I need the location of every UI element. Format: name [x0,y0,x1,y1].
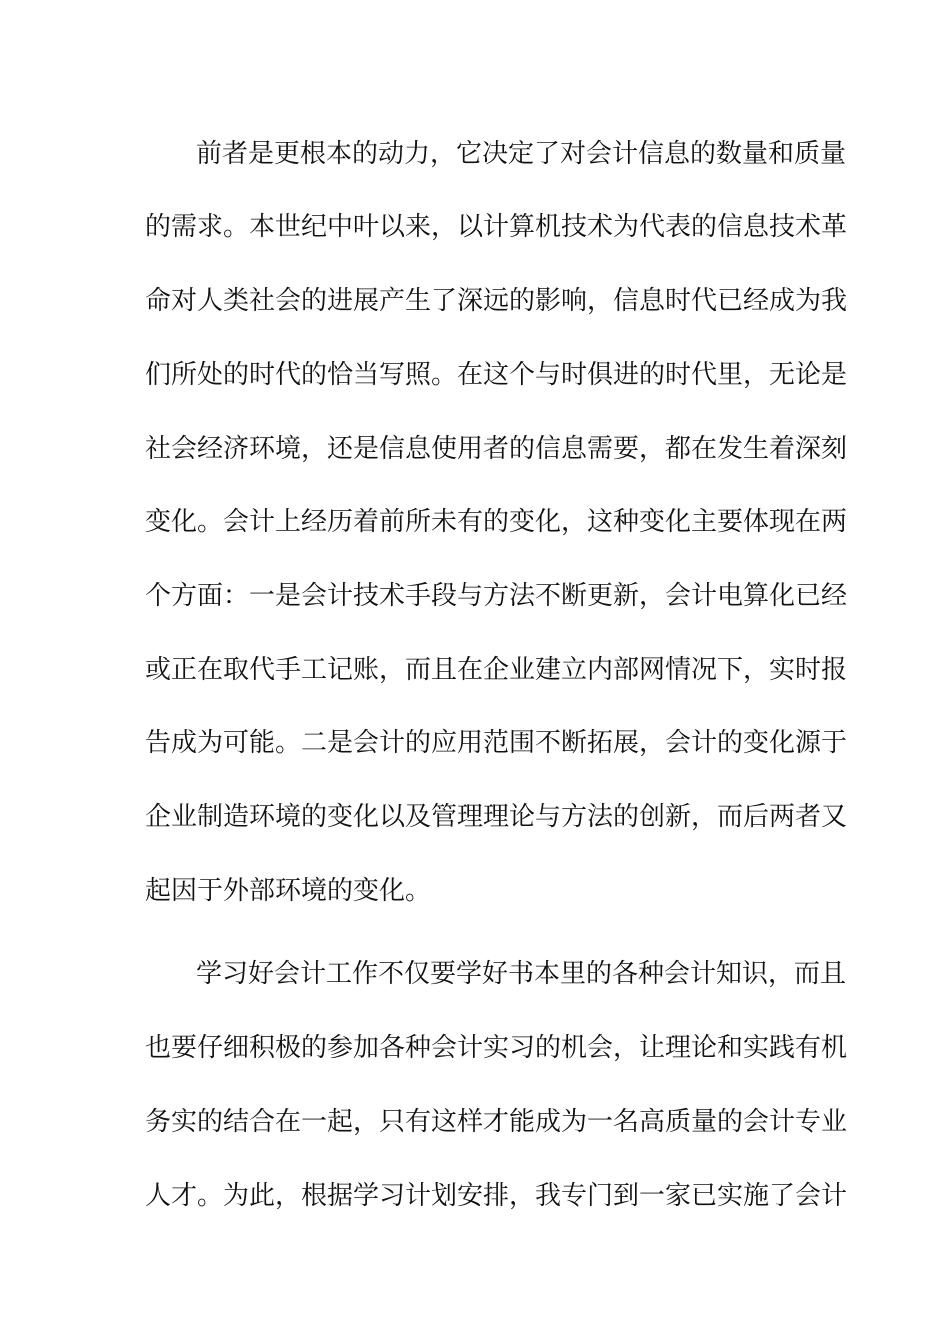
paragraph-2-line-4: 人才。为此，根据学习计划安排，我专门到一家已实施了会计 [145,1181,848,1211]
paragraph-2-line-1: 学习好会计工作不仅要学好书本里的各种会计知识，而且 [196,959,847,989]
paragraph-1-line-7: 个方面：一是会计技术手段与方法不断更新，会计电算化已经 [145,581,848,611]
paragraph-1-line-6: 变化。会计上经历着前所未有的变化，这种变化主要体现在两 [145,507,848,537]
paragraph-1-line-4: 们所处的时代的恰当写照。在这个与时俱进的时代里，无论是 [145,360,848,390]
paragraph-1-line-2: 的需求。本世纪中叶以来，以计算机技术为代表的信息技术革 [145,212,848,242]
paragraph-2-line-2: 也要仔细积极的参加各种会计实习的机会，让理论和实践有机 [145,1033,848,1063]
paragraph-1-line-10: 企业制造环境的变化以及管理理论与方法的创新，而后两者又 [145,802,848,832]
paragraph-1-line-11: 起因于外部环境的变化。 [145,876,432,906]
paragraph-1-line-3: 命对人类社会的进展产生了深远的影响，信息时代已经成为我 [145,286,848,316]
paragraph-2-line-3: 务实的结合在一起，只有这样才能成为一名高质量的会计专业 [145,1107,848,1137]
paragraph-1-line-5: 社会经济环境，还是信息使用者的信息需要，都在发生着深刻 [145,434,848,464]
paragraph-1-line-8: 或正在取代手工记账，而且在企业建立内部网情况下，实时报 [145,655,848,685]
paragraph-1-line-1: 前者是更根本的动力，它决定了对会计信息的数量和质量 [196,139,847,169]
paragraph-1-line-9: 告成为可能。二是会计的应用范围不断拓展，会计的变化源于 [145,728,848,758]
